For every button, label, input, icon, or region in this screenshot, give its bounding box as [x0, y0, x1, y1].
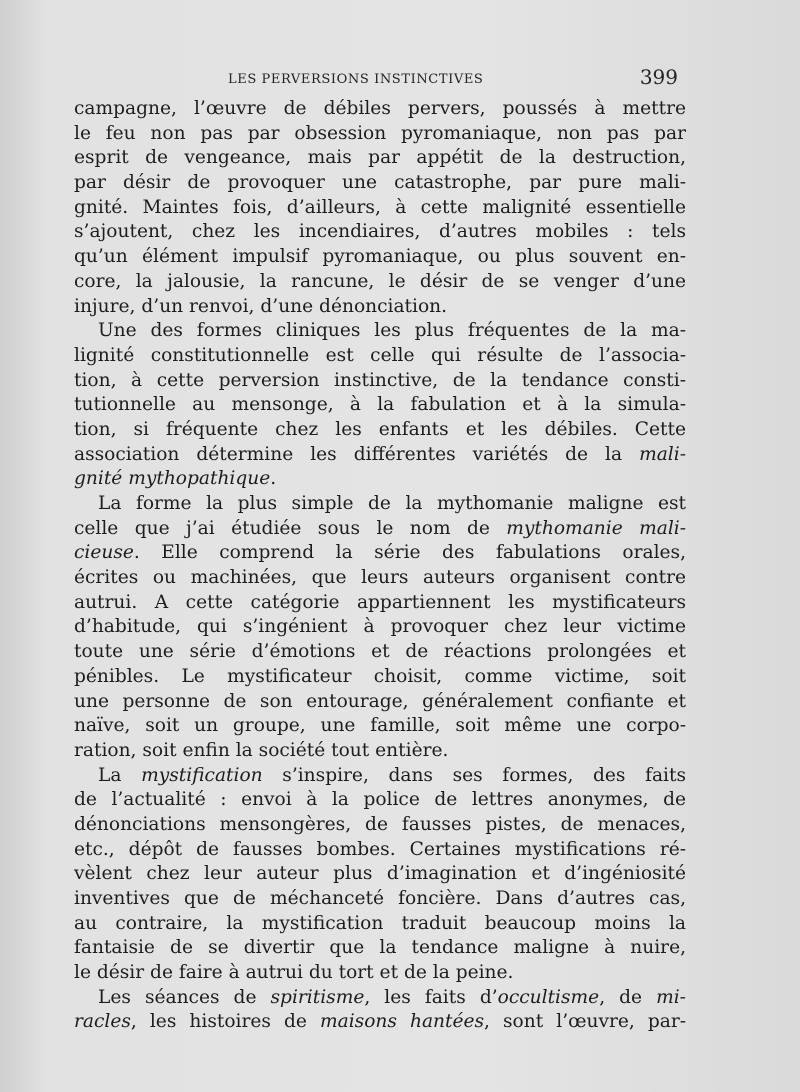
text-line: tion, si fréquente chez les enfants et les débiles. Cette — [74, 418, 686, 440]
italic-run: spiritisme — [270, 986, 365, 1008]
text-line: s’ajoutent, chez les incendiaires, d’autres mobiles : tels — [74, 221, 686, 243]
text-line: vèlent chez leur auteur plus d’imagination et d’ingéniosité — [74, 863, 686, 885]
italic-run: gnité mythopathique — [74, 468, 271, 490]
text-line: tion, à cette perversion instinctive, de la tendance consti- — [74, 369, 686, 391]
text-run: . — [270, 468, 277, 490]
running-title: LES PERVERSIONS INSTINCTIVES — [228, 72, 484, 87]
text-line: ration, soit enfin la société tout entière. — [74, 739, 449, 761]
text-line: au contraire, la mystification traduit beaucoup moins la — [74, 912, 686, 934]
text-line: Une des formes cliniques les plus fréquentes de la ma- — [98, 320, 686, 342]
text-line: gnité. Maintes fois, d’ailleurs, à cette malignité essentielle — [74, 196, 686, 218]
text-line: naïve, soit un groupe, une famille, soit même une corpo- — [74, 715, 686, 737]
text-line — [74, 467, 686, 492]
text-run: celle que j’ai étudiée sous le nom de — [74, 517, 507, 539]
italic-run: racles — [74, 1011, 131, 1033]
text-line: etc., dépôt de fausses bombes. Certaines mystifications ré- — [74, 838, 686, 860]
text-line: par désir de provoquer une catastrophe, par pure mali- — [74, 172, 686, 194]
text-run: La — [98, 764, 142, 786]
text-line: qu’un élément impulsif pyromaniaque, ou plus souvent en- — [74, 246, 686, 268]
text-line: écrites ou machinées, que leurs auteurs organisent contre — [74, 567, 686, 589]
italic-run: mi- — [656, 986, 686, 1008]
text-line: tutionnelle au mensonge, à la fabulation et à la simula- — [74, 394, 686, 416]
text-line — [74, 443, 686, 468]
text-line — [74, 764, 686, 789]
italic-run: occultisme — [497, 986, 600, 1008]
body-text — [74, 97, 686, 1035]
text-line: inventives que de méchanceté foncière. Dans d’autres cas, — [74, 888, 686, 909]
text-run: s’inspire, dans ses formes, des faits — [262, 764, 686, 786]
text-line: de l’actualité : envoi à la police de lettres anonymes, de — [74, 789, 686, 811]
text-line — [74, 1010, 686, 1035]
italic-run: mystification — [141, 764, 263, 786]
text-line: toute une série d’émotions et de réactions prolongées et — [74, 641, 686, 663]
text-line: lignité constitutionnelle est celle qui résulte de l’associa- — [74, 344, 686, 366]
text-line: d’habitude, qui s’ingénient à provoquer chez leur victime — [74, 616, 686, 638]
text-run: , sont l’œuvre, par- — [484, 1011, 687, 1033]
text-line — [74, 517, 686, 542]
italic-run: mali- — [639, 443, 686, 465]
text-line: esprit de vengeance, mais par appétit de la destruction, — [74, 147, 686, 169]
page-header — [228, 62, 678, 92]
text-line: core, la jalousie, la rancune, le désir de se venger d’une — [74, 270, 686, 292]
text-run: , de — [599, 986, 657, 1008]
italic-run: cieuse — [74, 542, 134, 564]
text-line: campagne, l’œuvre de débiles pervers, poussés à mettre — [74, 98, 686, 119]
text-line: La forme la plus simple de la mythomanie maligne est — [98, 493, 686, 514]
page-number: 399 — [639, 65, 678, 89]
text-line — [74, 541, 686, 566]
text-run: Les séances de — [98, 986, 271, 1008]
text-line: le feu non pas par obsession pyromaniaque, non pas par — [74, 122, 686, 144]
text-run: . Elle comprend la série des fabulations orales, — [133, 542, 686, 564]
text-line: fantaisie de se divertir que la tendance maligne à nuire, — [74, 937, 686, 959]
italic-run: maisons hantées — [319, 1011, 485, 1033]
text-line: dénonciations mensongères, de fausses pistes, de menaces, — [74, 813, 686, 835]
italic-run: mythomanie mali- — [506, 517, 686, 539]
text-run: association détermine les différentes variétés de la — [74, 443, 640, 465]
text-line: autrui. A cette catégorie appartiennent les mystificateurs — [74, 591, 686, 613]
text-line: injure, d’un renvoi, d’une dénonciation. — [74, 295, 448, 317]
text-line: une personne de son entourage, généralement confiante et — [74, 690, 686, 712]
text-line: le désir de faire à autrui du tort et de la peine. — [74, 962, 514, 984]
text-line: pénibles. Le mystificateur choisit, comme victime, soit — [74, 665, 686, 687]
text-line — [74, 986, 686, 1011]
text-run: , les faits d’ — [364, 986, 498, 1008]
text-run: , les histoires de — [130, 1011, 320, 1033]
